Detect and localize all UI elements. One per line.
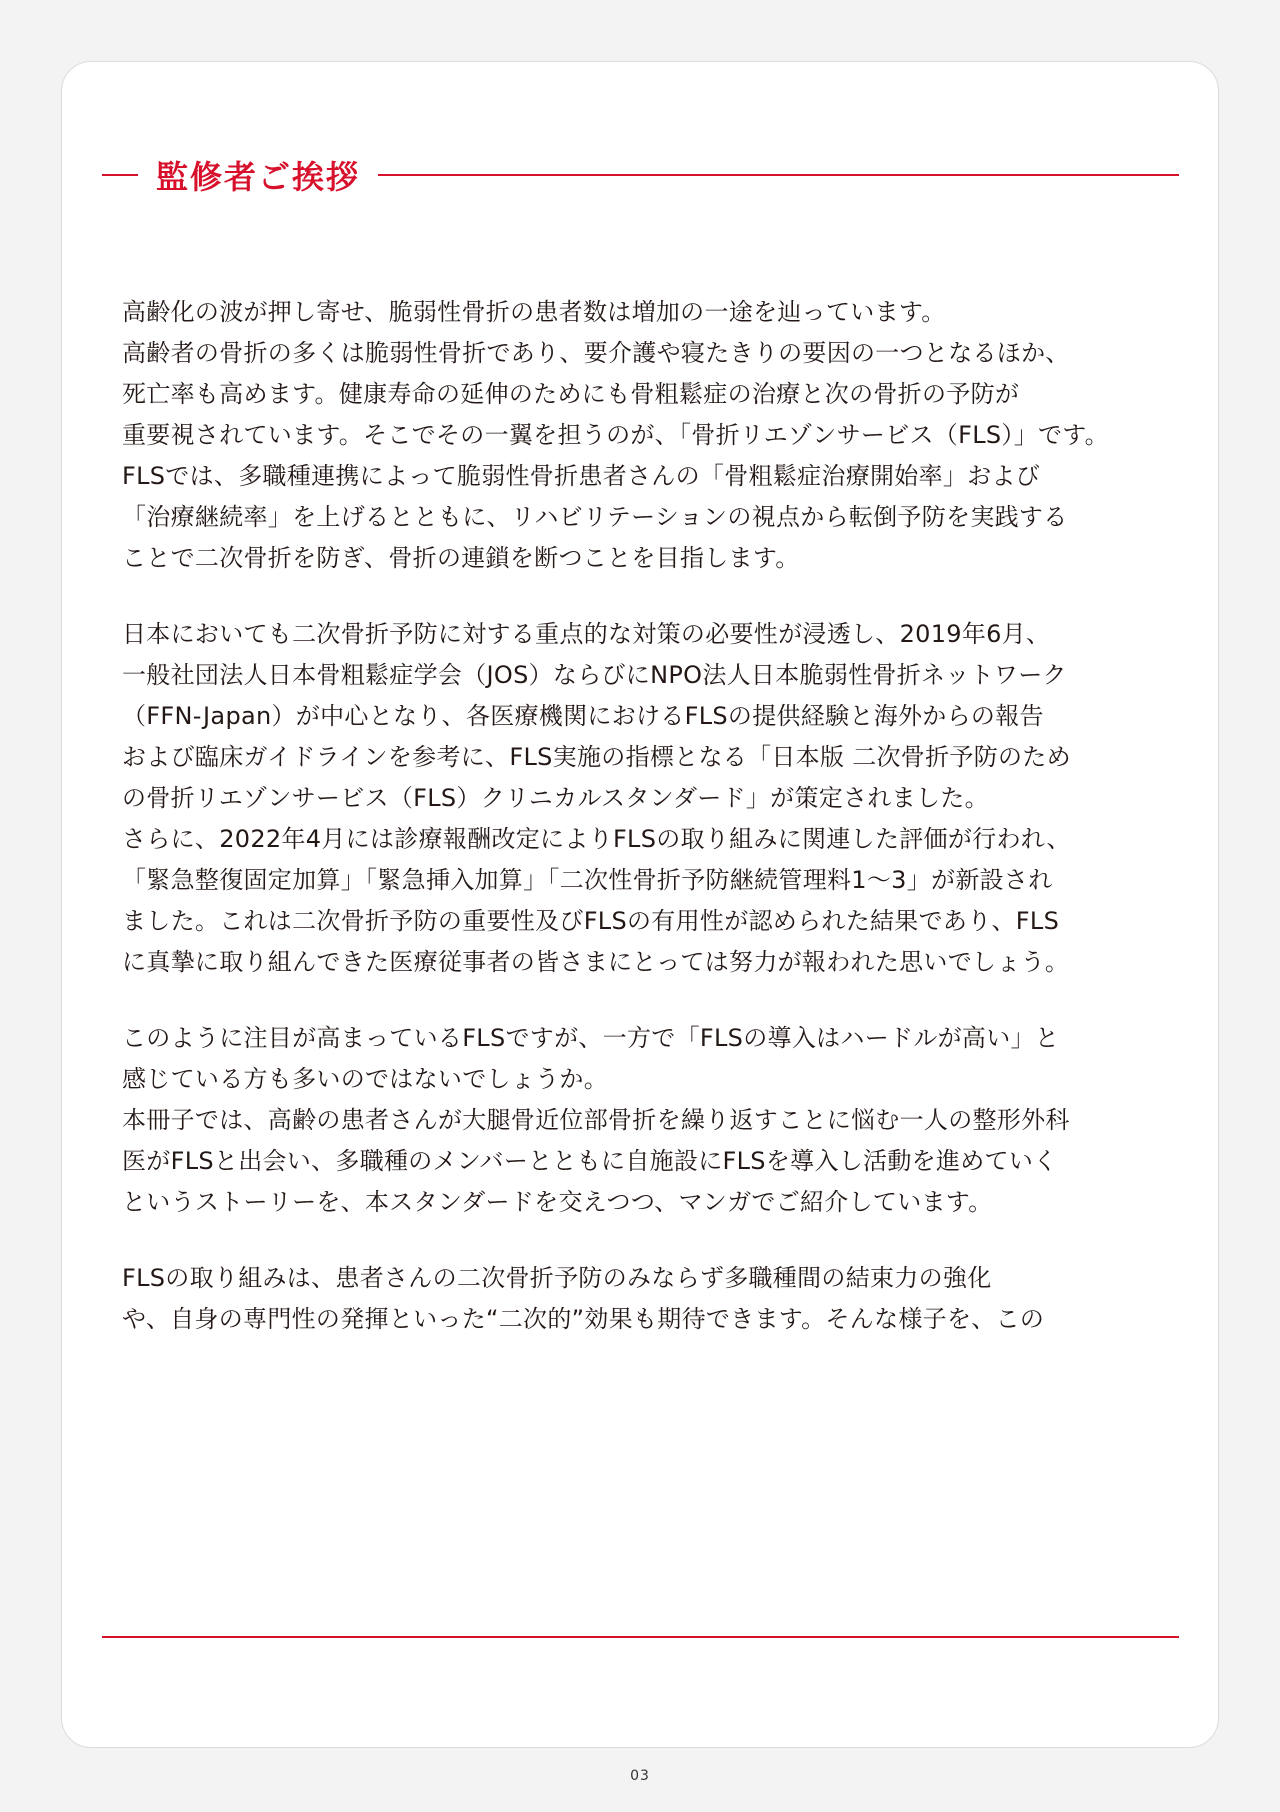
text-line: 高齢化の波が押し寄せ、脆弱性骨折の患者数は増加の一途を辿っています。 [122, 298, 946, 326]
text-line: 医がFLSと出会い、多職種のメンバーとともに自施設にFLSを導入し活動を進めていく [122, 1147, 1058, 1175]
text-line: や、自身の専門性の発揮といった“二次的”効果も期待できます。そんな様子を、この [122, 1305, 1045, 1333]
greeting-body [122, 292, 1166, 1340]
text-line: FLSでは、多職種連携によって脆弱性骨折患者さんの「骨粗鬆症治療開始率」および [122, 462, 1041, 490]
heading-dash [102, 174, 138, 176]
bottom-rule [102, 1636, 1179, 1638]
section-heading [102, 148, 1179, 202]
text-line: 感じている方も多いのではないでしょうか。 [122, 1065, 608, 1093]
text-line: というストーリーを、本スタンダードを交えつつ、マンガでご紹介しています。 [122, 1188, 993, 1216]
text-line: の骨折リエゾンサービス（FLS）クリニカルスタンダード」が策定されました。 [122, 784, 989, 812]
text-line: 「治療継続率」を上げるとともに、リハビリテーションの視点から転倒予防を実践する [122, 503, 1068, 531]
page-title: 監修者ご挨拶 [156, 158, 361, 196]
text-line: さらに、2022年4月には診療報酬改定によりFLSの取り組みに関連した評価が行われ、 [122, 825, 1071, 853]
paragraph-spacer [122, 579, 1166, 614]
paragraph [122, 614, 1166, 983]
paragraph-spacer [122, 983, 1166, 1018]
text-line: 死亡率も高めます。健康寿命の延伸のためにも骨粗鬆症の治療と次の骨折の予防が [122, 380, 1020, 408]
text-line: および臨床ガイドラインを参考に、FLS実施の指標となる「日本版 二次骨折予防のため [122, 743, 1071, 771]
paragraph [122, 292, 1166, 579]
text-line: 高齢者の骨折の多くは脆弱性骨折であり、要介護や寝たきりの要因の一つとなるほか、 [122, 339, 1070, 367]
paragraph-spacer [122, 1223, 1166, 1258]
text-line: 重要視されています。そこでその一翼を担うのが、「骨折リエゾンサービス（FLS）」です。 [122, 421, 1109, 449]
text-line: （FFN-Japan）が中心となり、各医療機関におけるFLSの提供経験と海外からの報告 [122, 702, 1044, 730]
text-line: このように注目が高まっているFLSですが、一方で「FLSの導入はハードルが高い」と [122, 1024, 1060, 1052]
text-line: 本冊子では、高齢の患者さんが大腿骨近位部骨折を繰り返すことに悩む一人の整形外科 [122, 1106, 1070, 1134]
text-line: ました。これは二次骨折予防の重要性及びFLSの有用性が認められた結果であり、FLS [122, 907, 1060, 935]
text-line: 「緊急整復固定加算」「緊急挿入加算」「二次性骨折予防継続管理料1～3」が新設され [122, 866, 1053, 894]
paragraph [122, 1018, 1166, 1223]
paragraph [122, 1258, 1166, 1340]
text-line: 一般社団法人日本骨粗鬆症学会（JOS）ならびにNPO法人日本脆弱性骨折ネットワーク [122, 661, 1067, 689]
heading-rule [378, 174, 1179, 176]
text-line: FLSの取り組みは、患者さんの二次骨折予防のみならず多職種間の結束力の強化 [122, 1264, 992, 1292]
text-line: に真摯に取り組んできた医療従事者の皆さまにとっては努力が報われた思いでしょう。 [122, 948, 1070, 976]
page-number: 03 [630, 1768, 650, 1784]
text-line: ことで二次骨折を防ぎ、骨折の連鎖を断つことを目指します。 [122, 544, 800, 572]
text-line: 日本においても二次骨折予防に対する重点的な対策の必要性が浸透し、2019年6月、 [122, 620, 1051, 648]
